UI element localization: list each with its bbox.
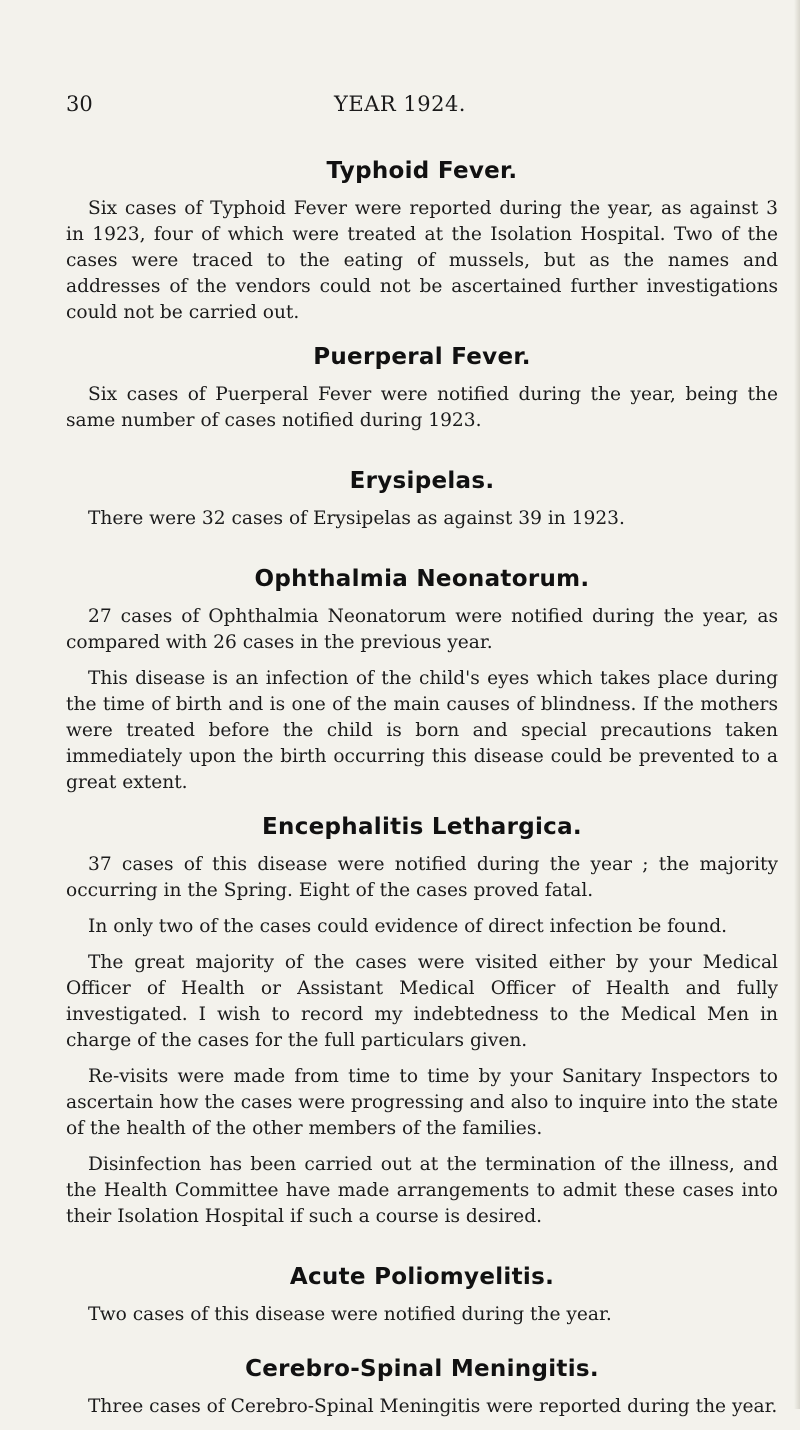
encephalitis-paragraph-1: 37 cases of this disease were notified during the year ; the majority occurring in the Spring. Eight of the cases proved fatal. [66,854,778,901]
encephalitis-paragraph-4: Re-visits were made from time to time by your Sanitary Inspectors to ascertain how the cases were progressing and also to inquire into the state of the health of the other members of the families. [66,1066,778,1139]
ophthalmia-paragraph-2: This disease is an infection of the child's eyes which takes place during the time of birth and is one of the main causes of blindness. If the mothers were treated before the child is born and special precautions taken immediately upon the birth occurring this disease could be prevented to a great extent. [66,668,778,793]
section-title-typhoid: Typhoid Fever. [326,158,518,184]
page-edge-shadow [794,0,800,1409]
meningitis-paragraph: Three cases of Cerebro-Spinal Meningitis were reported during the year. [88,1396,778,1417]
erysipelas-paragraph: There were 32 cases of Erysipelas as against 39 in 1923. [88,508,625,529]
page-number: 30 [66,92,93,116]
section-title-poliomyelitis: Acute Poliomyelitis. [289,1264,555,1290]
running-header [66,92,734,120]
puerperal-paragraph: Six cases of Puerperal Fever were notified during the year, being the same number of cases notified during 1923. [66,384,778,431]
section-title-meningitis: Cerebro-Spinal Meningitis. [245,1356,599,1382]
encephalitis-paragraph-5: Disinfection has been carried out at the termination of the illness, and the Health Committee have made arrangements to admit these cases into their Isolation Hospital if such a course is desired. [66,1154,778,1227]
encephalitis-paragraph-2: In only two of the cases could evidence of direct infection be found. [88,916,728,937]
section-title-puerperal: Puerperal Fever. [313,344,531,370]
encephalitis-paragraph-3: The great majority of the cases were visited either by your Medical Officer of Health or Assistant Medical Officer of Health and fully investigated. I wish to record my indebtedness to the Medical Men in charge of the cases for the full particulars given. [66,952,778,1051]
section-title-encephalitis: Encephalitis Lethargica. [262,814,582,840]
page-year-heading: YEAR 1924. [334,92,466,116]
page-content [66,158,778,1430]
section-title-ophthalmia: Ophthalmia Neonatorum. [254,566,590,592]
section-title-erysipelas: Erysipelas. [349,468,495,494]
ophthalmia-paragraph-1: 27 cases of Ophthalmia Neonatorum were notified during the year, as compared with 26 cases in the previous year. [66,606,778,653]
poliomyelitis-paragraph: Two cases of this disease were notified during the year. [88,1304,612,1325]
typhoid-paragraph: Six cases of Typhoid Fever were reported during the year, as against 3 in 1923, four of which were treated at the Isolation Hospital. Two of the cases were traced to the eating of mussels, but as the names and addresses of the vendors could not be ascertained further investigations could not be carried out. [66,198,778,323]
